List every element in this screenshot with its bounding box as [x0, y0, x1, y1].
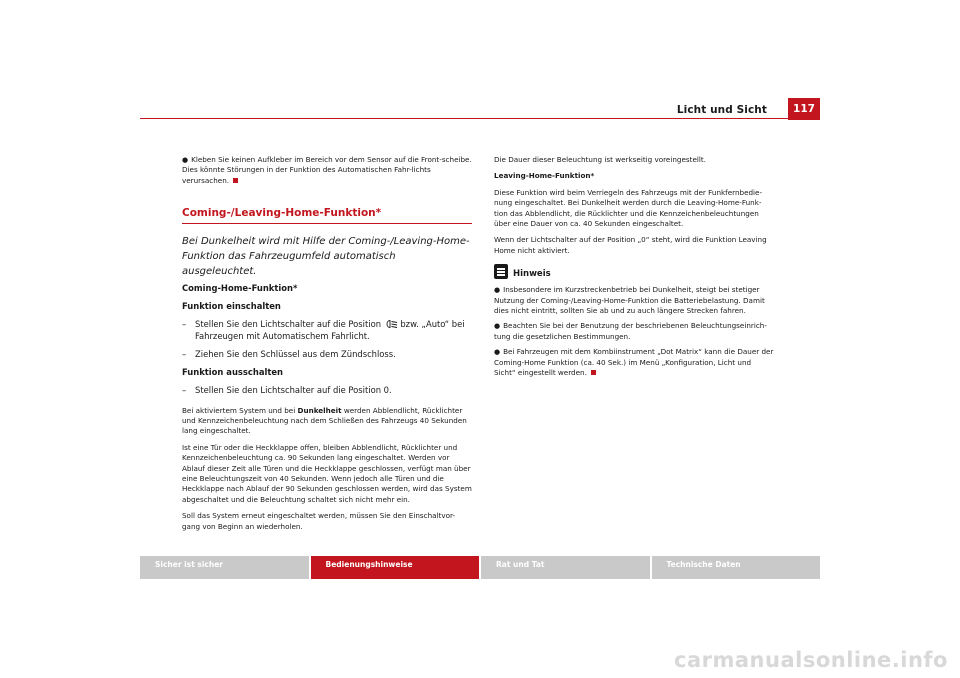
- watermark: carmanualsonline.info: [674, 648, 948, 672]
- step-3: [182, 384, 472, 396]
- page-number: 117: [788, 98, 820, 120]
- paragraph-repeat: Soll das System erneut eingeschaltet werden, müssen Sie den Einschaltvor-gang von Beginn an wiederholen.: [182, 511, 456, 531]
- note-item: [494, 321, 774, 342]
- right-column: [494, 155, 774, 384]
- bullet-icon: ●: [494, 348, 501, 357]
- paragraph-duration: Die Dauer dieser Beleuchtung ist werkseitig voreingestellt.: [494, 155, 706, 164]
- paragraph-position-zero: Wenn der Lichtschalter auf der Position „0“ steht, wird die Funktion Leaving Home nicht aktiviert.: [494, 235, 767, 255]
- left-column: [182, 155, 472, 538]
- dash-icon: –: [182, 384, 187, 395]
- para1-bold: Dunkelheit: [297, 405, 342, 415]
- note-item-text: Insbesondere im Kurzstreckenbetrieb bei Dunkelheit, steigt bei stetiger Nutzung der Coming-/Leaving-Home-Funktion die Batteriebelastung. Damit dies nicht eintritt, sollten Sie ab und zu auch längere Strecken fahren.: [494, 285, 765, 316]
- note-item: [494, 347, 774, 378]
- note-item-text: Beachten Sie bei der Benutzung der beschriebenen Beleuchtungseinrich-tung die gesetzlichen Bestimmungen.: [494, 321, 767, 341]
- tab-bedienungshinweise[interactable]: Bedienungshinweise: [311, 556, 480, 579]
- disable-heading: Funktion ausschalten: [182, 366, 283, 377]
- note-label: Hinweis: [513, 268, 551, 279]
- bullet-icon: ●: [494, 286, 501, 295]
- footer-tabs: [140, 556, 820, 579]
- step-1-text-after: bzw. „Auto“ bei Fahrzeugen mit Automatischem Fahrlicht.: [195, 318, 465, 341]
- step-3-text: Stellen Sie den Lichtschalter auf die Position 0.: [195, 384, 392, 395]
- para1-before: Bei aktiviertem System und bei: [182, 405, 296, 415]
- header-title: Licht und Sicht: [676, 104, 767, 116]
- tab-technische-daten[interactable]: Technische Daten: [652, 556, 821, 579]
- end-of-section-icon: [591, 370, 596, 375]
- dash-icon: –: [182, 318, 187, 329]
- low-beam-icon: [384, 320, 398, 328]
- tab-rat-und-tat[interactable]: Rat und Tat: [481, 556, 650, 579]
- coming-home-heading: Coming-Home-Funktion*: [182, 282, 298, 293]
- note-item-text: Bei Fahrzeugen mit dem Kombiinstrument „Dot Matrix“ kann die Dauer der Coming-Home Funktion (ca. 40 Sek.) im Menü „Konfiguration, Licht und Sicht“ eingestellt werden.: [494, 347, 774, 378]
- section-title: Coming-/Leaving-Home-Funktion*: [182, 208, 472, 223]
- bullet-icon: ●: [494, 322, 501, 331]
- end-of-section-icon: [233, 178, 238, 183]
- paragraph-dunkelheit: [182, 406, 472, 437]
- header-rule: [140, 118, 820, 119]
- intro-bullet-text: Kleben Sie keinen Aufkleber im Bereich vor dem Sensor auf die Front-scheibe. Dies könnte Störungen in der Funktion des Automatischen Fahr-lichts verursachen.: [182, 155, 472, 185]
- bullet-icon: ●: [182, 156, 189, 164]
- enable-heading: Funktion einschalten: [182, 300, 281, 311]
- leaving-home-heading: Leaving-Home-Funktion*: [494, 171, 595, 181]
- paragraph-doors-open: Ist eine Tür oder die Heckklappe offen, bleiben Abblendlicht, Rücklichter und Kennzeichenbeleuchtung ca. 90 Sekunden lang eingeschaltet. Werden vor Ablauf dieser Zeit alle Türen und die Heckklappe geschlossen, verfügt man über eine Beleuchtungszeit von 40 Sekunden. Wenn jedoch alle Türen und die Heckklappe nach Ablauf der 90 Sekunden geschlossen werden, wird das System abgeschaltet und die Beleuchtung schaltet sich nicht mehr ein.: [182, 442, 472, 504]
- step-2-text: Ziehen Sie den Schlüssel aus dem Zündschloss.: [195, 348, 396, 359]
- tab-sicher-ist-sicher[interactable]: Sicher ist sicher: [140, 556, 309, 579]
- para1-after: werden Abblendlicht, Rücklichter und Kennzeichenbeleuchtung nach dem Schließen des Fahrzeugs 40 Sekunden lang eingeschaltet.: [182, 405, 467, 436]
- intro-bullet: [182, 155, 472, 186]
- note-icon: [494, 264, 508, 279]
- step-1-text-before: Stellen Sie den Lichtschalter auf die Position: [195, 318, 382, 329]
- step-1: [182, 318, 472, 342]
- step-2: [182, 348, 472, 360]
- paragraph-leaving-home: Diese Funktion wird beim Verriegeln des Fahrzeugs mit der Funkfernbedie-nung eingeschaltet. Bei Dunkelheit werden durch die Leaving-Home-Funk-tion das Abblendlicht, die Rücklichter und die Kennzeichenbeleuchtungen über eine Dauer von ca. 40 Sekunden eingeschaltet.: [494, 187, 763, 229]
- dash-icon: –: [182, 348, 187, 359]
- note-header: [494, 264, 774, 279]
- section-subtitle: Bei Dunkelheit wird mit Hilfe der Coming-/Leaving-Home-Funktion das Fahrzeugumfeld automatisch ausgeleuchtet.: [182, 235, 470, 277]
- note-item: [494, 285, 774, 316]
